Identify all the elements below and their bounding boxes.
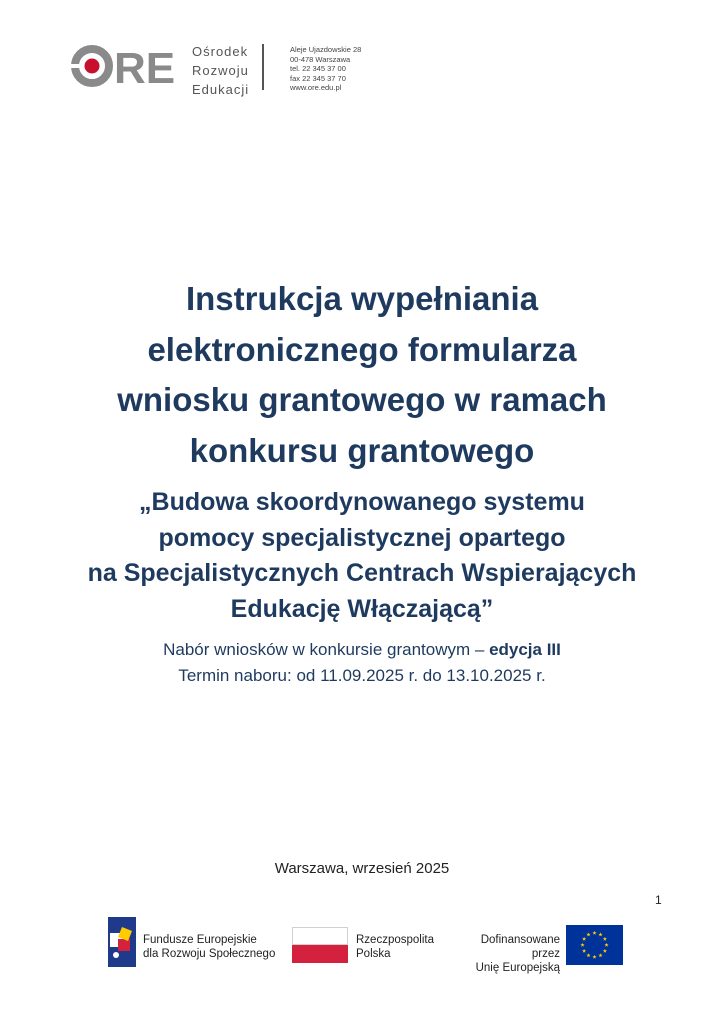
- contact-phone: tel. 22 345 37 00: [290, 64, 346, 73]
- title-line: Instrukcja wypełniania: [185, 280, 539, 317]
- contact-website: www.ore.edu.pl: [290, 83, 342, 92]
- ore-logo: [70, 42, 182, 90]
- eu-text: [452, 933, 560, 975]
- rp-text-line: Polska: [356, 948, 391, 960]
- org-name-line: Edukacji: [192, 82, 250, 97]
- title-line: wniosku grantowego w ramach: [117, 381, 607, 418]
- subtitle-line: pomocy specjalistycznej opartego: [158, 523, 566, 552]
- ore-logo-text: RE: [114, 44, 176, 90]
- eu-text-line: Unię Europejską: [475, 962, 560, 974]
- poland-flag-icon: [292, 927, 348, 963]
- subtitle-line: „Budowa skoordynowanego systemu: [139, 488, 585, 516]
- contact-postcode: 00-478 Warszawa: [290, 54, 351, 64]
- contact-fax: fax 22 345 37 70: [290, 73, 346, 83]
- flag-red: [292, 945, 348, 963]
- fe-text: [143, 933, 275, 961]
- header-divider: [262, 44, 264, 90]
- nabor-edition: edycja III: [489, 640, 561, 659]
- page-number: 1: [655, 893, 662, 907]
- subtitle-line: na Specjalistycznych Centrach Wspierających: [87, 559, 637, 587]
- subtitle-line: Edukację Włączającą”: [230, 594, 494, 623]
- header-contact: [290, 45, 361, 93]
- contact-address: Aleje Ujazdowskie 28: [290, 45, 362, 54]
- document-subtitle: [40, 485, 684, 627]
- title-line: konkursu grantowego: [189, 431, 535, 469]
- eu-text-line: Dofinansowane przez: [480, 934, 560, 960]
- fe-text-line: Fundusze Europejskie: [143, 934, 257, 946]
- rp-text: [356, 933, 434, 961]
- title-line: elektronicznego formularza: [147, 330, 577, 368]
- document-title: [40, 274, 684, 476]
- flag-white: [292, 927, 348, 945]
- place-date: Warszawa, wrzesień 2025: [274, 860, 450, 877]
- org-name-line: Ośrodek: [192, 44, 249, 59]
- fundusze-europejskie-icon: [108, 917, 136, 967]
- rp-text-line: Rzeczpospolita: [356, 934, 434, 946]
- org-name: [192, 42, 272, 99]
- fe-text-line: dla Rozwoju Społecznego: [143, 948, 276, 960]
- org-name-line: Rozwoju: [192, 63, 249, 78]
- nabor-text: Nabór wniosków w konkursie grantowym –: [163, 640, 490, 659]
- eu-flag-icon: [566, 925, 623, 965]
- nabor-line: [40, 640, 684, 660]
- termin-line: Termin naboru: od 11.09.2025 r. do 13.10.2025 r.: [178, 666, 546, 685]
